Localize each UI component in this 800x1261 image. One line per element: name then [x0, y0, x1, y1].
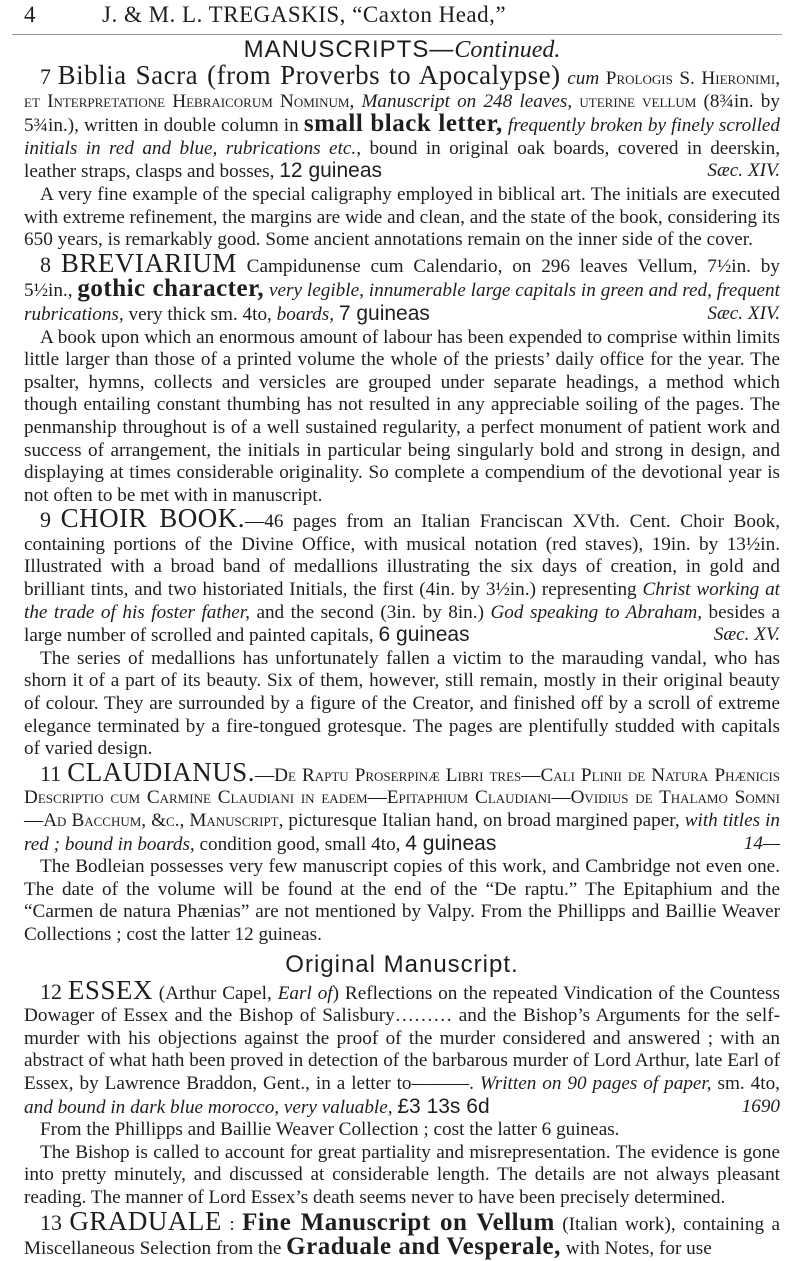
- entry-price: £3 13s 6d: [397, 1094, 490, 1118]
- entry-price: 4 guineas: [405, 831, 497, 855]
- entry-number: 9: [40, 507, 51, 533]
- catalogue-entry: [24, 247, 780, 508]
- entry-note: A book upon which an enormous amount of labour has been expended to comprise within limits little larger than those of a printed volume the whole of the priests’ daily office for the year. The psalter, hymns, collects and versicles are grouped under separate headings, a method which though entailing constant thumbing has not resulted in any appreciable soiling of the pages. The penmanship throughout is of a well sustained regularity, a perfect monument of patient work and success of arrangement, the initials in particular being singularly bold and strong in design, and displaying at times considerable originality. So complete a compendium of the devotional year is not often to be met with in manuscript.: [24, 326, 780, 506]
- entry-description: 12 ESSEX (Arthur Capel, Earl of) Reflections on the repeated Vindication of the Countess Dowager of Essex and the Bishop of Salisbury……… and the Bishop’s Arguments for the self-murder with his objections against the proof of the murder considered and answered ; with an abstract of what hath been proved in detection of the barbarous murder of Lord Arthur, late Earl of Essex, by Lawrence Braddon, Gent., in a letter to———. Written on 90 pages of paper, sm. 4to, and bound in dark blue morocco, very valuable, £3 13s 6d 1690: [24, 974, 780, 1118]
- catalogue-entry: [24, 1205, 781, 1261]
- entry-note: The Bishop is called to account for great partiality and misrepresentation. The evidence is gone into pretty minutely, and discussed at considerable length. The details are not always pleasant reading. The manner of Lord Essex’s death seems never to have been precisely determined.: [24, 1141, 780, 1208]
- entry-date-ref: 14—: [743, 832, 780, 854]
- entry-number: 12: [40, 978, 62, 1004]
- entries-list: [24, 60, 781, 947]
- catalogue-entry: [24, 503, 781, 761]
- section-subtitle: Continued.: [454, 37, 561, 63]
- entry-number: 8: [40, 251, 51, 277]
- section-title: MANUSCRIPTS—: [243, 36, 455, 63]
- catalogue-entry: [24, 756, 781, 947]
- entry-price-line: [274, 159, 780, 183]
- page-header: [24, 0, 780, 32]
- entry-price-line: [400, 831, 780, 855]
- header-rule: [12, 34, 782, 35]
- entry-date-ref: Sæc. XIV.: [707, 302, 780, 324]
- catalogue-entry: [24, 974, 780, 1210]
- entry-note: The Bodleian possesses very few manuscript copies of this work, and Cambridge not even one. The date of the volume will be found at the end of the “De raptu.” The Epitaphium and the “Carmen de natura Phænias” are not mentioned by Valpy. From the Phillipps and Baillie Weaver Collections ; cost the latter 12 guineas.: [24, 856, 780, 945]
- entry-price: 6 guineas: [378, 623, 470, 647]
- entry-number: 7: [40, 64, 51, 89]
- page-number: 4: [24, 2, 36, 27]
- entry-number: 13: [40, 1209, 62, 1235]
- entry-note: The series of medallions has unfortunately fallen a victim to the marauding vandal, who has shorn it of a part of its beauty. Six of them, however, still remain, mostly in their original beauty of colour. They are surrounded by a figure of the Creator, and finished off by a scroll of extreme elegance terminated by a fire-tongued grotesque. The pages are plentifully studded with capitals of varied design.: [24, 647, 780, 760]
- entry-price: 12 guineas: [279, 159, 383, 183]
- entry-date-ref: 1690: [741, 1095, 780, 1117]
- catalogue-entry: [24, 60, 781, 252]
- entry-description: 9 CHOIR BOOK.—46 pages from an Italian Franciscan XVth. Cent. Choir Book, containing portions of the Divine Office, with musical notation (red staves), 19in. by 13½in. Illustrated with a broad band of medallions illustrating the six days of creation, in gold and brilliant tints, and two historiated Initials, the first (4in. by 3½in.) representing Christ working at the trade of his foster father, and the second (3in. by 8in.) God speaking to Abraham, besides a large number of scrolled and painted capitals, 6 guineas Sæc. XV.: [24, 503, 781, 647]
- entry-price: 7 guineas: [338, 301, 430, 325]
- entry-note: A very fine example of the special caligraphy employed in biblical art. The initials are executed with extreme refinement, the margins are wide and clean, and the state of the book, considering its 650 years, is remarkably good. Some ancient annotations remain on the inner side of the cover.: [24, 183, 780, 251]
- entry-description: 13 GRADUALE : Fine Manuscript on Vellum (Italian work), containing a Miscellaneous Selection from the Graduale and Vesperale, with Notes, for use: [24, 1205, 781, 1261]
- entry-price-line: [374, 623, 780, 647]
- entry-note: From the Phillipps and Baillie Weaver Collection ; cost the latter 6 guineas.: [40, 1119, 620, 1141]
- entry-date-ref: Sæc. XIV.: [707, 160, 780, 182]
- entry-number: 11: [40, 760, 62, 786]
- entries-list-2: [24, 974, 781, 1261]
- entry-date-ref: Sæc. XV.: [713, 624, 780, 646]
- entry-price-line: [393, 1094, 780, 1118]
- entry-price-line: [334, 301, 780, 325]
- section2-title: Original Manuscript.: [285, 950, 519, 978]
- entry-description: 8 BREVIARIUM Campidunense cum Calendario, on 296 leaves Vellum, 7½in. by 5½in., gothic character, very legible, innumerable large capitals in green and red, frequent rubrications, very thick sm. 4to, boards, 7 guineas Sæc. XIV.: [24, 247, 780, 325]
- entry-description: 7 Biblia Sacra (from Proverbs to Apocalypse) cum Prologis S. Hieronimi, et Interpretatione Hebraicorum Nominum, Manuscript on 248 leaves, uterine vellum (8¾in. by 5¾in.), written in double column in small black letter, frequently broken by finely scrolled initials in red and blue, rubrications etc., bound in original oak boards, covered in deerskin, leather straps, clasps and bosses, 12 guineas Sæc. XIV.: [24, 60, 781, 183]
- running-title: J. & M. L. TREGASKIS, “Caxton Head,”: [102, 2, 507, 27]
- entry-description: 11 CLAUDIANUS.—De Raptu Proserpinæ Libri tres—Cali Plinii de Natura Phænicis Descriptio cum Carmine Claudiani in eadem—Epitaphium Claudiani—Ovidius de Thalamo Somni—Ad Bacchum, &c., Manuscript, picturesque Italian hand, on broad margined paper, with titles in red ; bound in boards, condition good, small 4to, 4 guineas 14—: [24, 756, 781, 855]
